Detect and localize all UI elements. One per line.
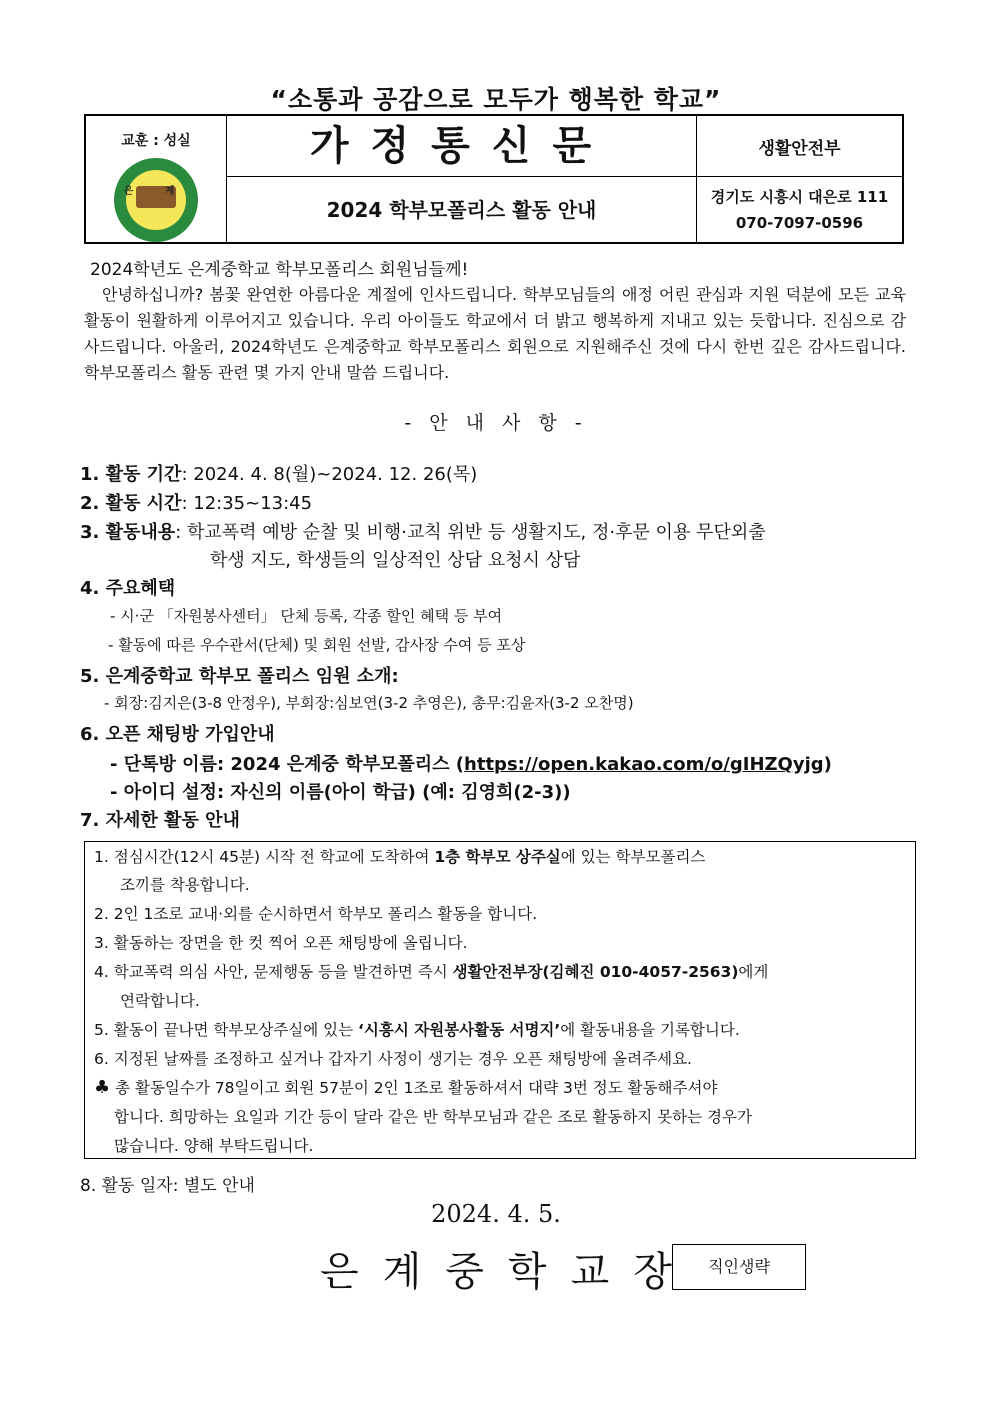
chat-link[interactable]: https://open.kakao.com/o/gIHZQyjg <box>464 754 824 775</box>
greeting: 2024학년도 은계중학교 학부모폴리스 회원님들께! <box>90 260 469 280</box>
item-content-cont: 학생 지도, 학생들의 일상적인 상담 요청시 상담 <box>210 550 581 571</box>
detail-1: 1. 점심시간(12시 45분) 시작 전 학교에 도착하여 1층 학부모 상주실에 있는 학부모폴리스 <box>94 848 706 866</box>
chat-room-name: - 단톡방 이름: 2024 은계중 학부모폴리스 (https://open.kakao.com/o/gIHZQyjg) <box>110 754 832 775</box>
detail-5: 5. 활동이 끝나면 학부모상주실에 있는 ‘시흥시 자원봉사활동 서명지’에 활동내용을 기록합니다. <box>94 1021 740 1039</box>
item-benefits: 4. 주요혜택 <box>80 578 176 599</box>
item-details: 7. 자세한 활동 안내 <box>80 810 240 831</box>
document-title: 가정통신문 <box>227 115 697 177</box>
chat-id-setting: - 아이디 설정: 자신의 이름(아이 학급) (예: 김영희(2-3)) <box>110 782 571 803</box>
address: 경기도 시흥시 대은로 111 <box>710 187 889 206</box>
stamp-omitted: 직인생략 <box>672 1244 806 1290</box>
contact-info <box>697 177 904 243</box>
item-chat: 6. 오픈 채팅방 가입안내 <box>80 724 275 745</box>
item-time: 2. 활동 시간: 12:35~13:45 <box>80 493 313 514</box>
letter-header <box>84 114 904 244</box>
school-motto-banner: “소통과 공감으로 모두가 행복한 학교” <box>270 85 722 114</box>
benefit-1: - 시·군 「자원봉사센터」 단체 등록, 각종 할인 혜택 등 부여 <box>110 607 503 625</box>
logo-cell <box>85 115 227 243</box>
detail-1-cont: 조끼를 착용합니다. <box>120 876 250 894</box>
detail-4-cont: 연락합니다. <box>120 992 200 1010</box>
officers-list: - 회장:김지은(3-8 안정우), 부회장:심보연(3-2 추영은), 총무:김윤자(3-2 오찬명) <box>104 694 634 712</box>
school-motto: 교훈 : 성실 <box>121 133 191 149</box>
issue-date: 2024. 4. 5. <box>431 1200 561 1228</box>
document-subtitle: 2024 학부모폴리스 활동 안내 <box>227 177 697 243</box>
department: 생활안전부 <box>697 115 904 177</box>
item-period: 1. 활동 기간: 2024. 4. 8(월)~2024. 12. 26(목) <box>80 464 478 485</box>
section-title: - 안 내 사 항 - <box>404 412 588 434</box>
club-icon: ♣ <box>94 1077 111 1098</box>
item-officers: 5. 은계중학교 학부모 폴리스 임원 소개: <box>80 666 399 687</box>
detail-4: 4. 학교폭력 의심 사안, 문제행동 등을 발견하면 즉시 생활안전부장(김혜진 010-4057-2563)에게 <box>94 963 769 981</box>
benefit-2: - 활동에 따른 우수관서(단체) 및 회원 선발, 감사장 수여 등 포상 <box>108 636 526 654</box>
item-content: 3. 활동내용: 학교폭력 예방 순찰 및 비행·교칙 위반 등 생활지도, 정·후문 이용 무단외출 <box>80 522 766 543</box>
detail-note: ♣ 총 활동일수가 78일이고 회원 57분이 2인 1조로 활동하셔서 대략 3번 정도 활동해주셔야 <box>94 1077 718 1098</box>
principal-signature: 은계중학교장 <box>320 1249 696 1295</box>
detail-2: 2. 2인 1조로 교내·외를 순시하면서 학부모 폴리스 활동을 합니다. <box>94 905 538 923</box>
detail-note-3: 많습니다. 양해 부탁드립니다. <box>114 1137 314 1155</box>
phone: 070-7097-0596 <box>735 213 864 232</box>
detail-3: 3. 활동하는 장면을 한 컷 찍어 오픈 채팅방에 올립니다. <box>94 934 468 952</box>
detail-note-2: 합니다. 희망하는 요일과 기간 등이 달라 같은 반 학부모님과 같은 조로 활동하지 못하는 경우가 <box>114 1108 752 1126</box>
item-dates: 8. 활동 일자: 별도 안내 <box>80 1176 255 1196</box>
detail-6: 6. 지정된 날짜를 조정하고 싶거나 갑자기 사정이 생기는 경우 오픈 채팅방에 올려주세요. <box>94 1050 692 1068</box>
school-seal-logo: 은 계 <box>114 158 198 242</box>
intro-paragraph: 안녕하십니까? 봄꽃 완연한 아름다운 계절에 인사드립니다. 학부모님들의 애정 어린 관심과 지원 덕분에 모든 교육활동이 원활하게 이루어지고 있습니다. 우리 아이들도 학교에서 더 밝고 행복하게 지내고 있는 듯합니다. 진심으로 감사드립니다. 아울러, 2024학년도 은계중학교 학부모폴리스 회원으로 지원해주신 것에 다시 한번 깊은 감사드립니다. 학부모폴리스 활동 관련 몇 가지 안내 말씀 드립니다. <box>84 285 906 382</box>
